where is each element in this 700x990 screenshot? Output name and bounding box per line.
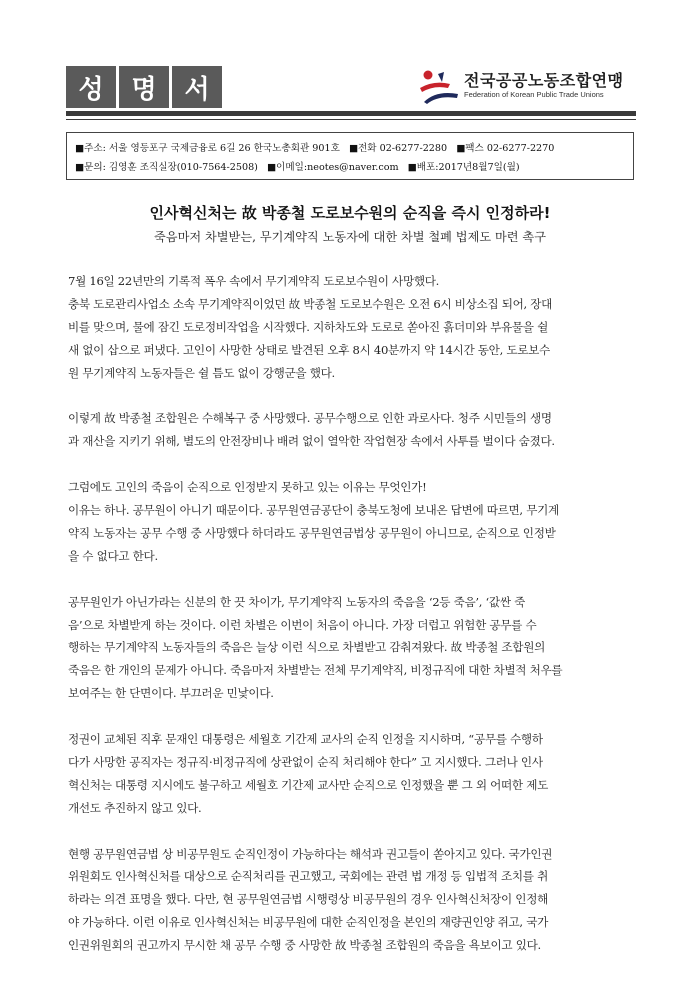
body-line: 이렇게 故 박종철 조합원은 수해복구 중 사망했다. 공무수행으로 인한 과로사다. 청주 시민들의 생명	[68, 411, 552, 426]
header-divider	[66, 111, 636, 116]
title-char: 성	[66, 66, 116, 108]
body-line: 하라는 의견 표명을 했다. 다만, 현 공무원연금법 시행령상 비공무원의 경우 인사혁신처장이 인정해	[68, 892, 548, 907]
header	[66, 66, 636, 108]
body-line: 과 재산을 지키기 위해, 별도의 안전장비나 배려 없이 열악한 작업현장 속에서 사투를 벌이다 숨졌다.	[68, 434, 555, 449]
body-line: 죽음은 한 개인의 문제가 아니다. 죽음마저 차별받는 전체 무기계약직, 비정규직에 대한 차별적 처우를	[68, 663, 563, 678]
paragraph	[68, 591, 634, 706]
body-line: 야 가능하다. 이런 이유로 인사혁신처는 비공무원에 대한 순직인정을 본인의 재량권인양 쥐고, 국가	[68, 915, 548, 930]
document-title	[66, 66, 225, 108]
body-line: 비를 맞으며, 물에 잠긴 도로정비작업을 시작했다. 지하차도와 도로로 쏟아진 흙더미와 부유물을 쉴	[68, 319, 548, 334]
org-name-english: Federation of Korean Public Trade Unions	[464, 90, 604, 99]
headline: 인사혁신처는 故 박종철 도로보수원의 순직을 즉시 인정하라!	[149, 204, 551, 222]
body-line: 음’으로 차별받게 하는 것이다. 이런 차별은 이번이 처음이 아니다. 가장 더럽고 위험한 공무를 수	[68, 617, 537, 632]
body-line: 새 없이 삽으로 퍼냈다. 고인이 사망한 상태로 발견된 오후 8시 40분까지 약 14시간 동안, 도로보수	[68, 342, 550, 357]
org-name-korean: 전국공공노동조합연맹	[464, 71, 624, 90]
body-line: 공무원인가 아닌가라는 신분의 한 끗 차이가, 무기계약직 노동자의 죽음을 ‘2등 죽음’, ‘값싼 죽	[68, 594, 526, 609]
body-line: 인권위원회의 권고까지 무시한 채 공무 수행 중 사망한 故 박종철 조합원의 죽음을 욕보이고 있다.	[68, 938, 541, 953]
fax-text: ■팩스 02-6277-2270	[456, 143, 555, 154]
contact-info-box	[66, 132, 634, 180]
paragraph	[68, 476, 634, 568]
subheadline: 죽음마저 차별받는, 무기계약직 노동자에 대한 차별 철폐 법제도 마련 촉구	[154, 230, 546, 244]
body-line: 약직 노동자는 공무 수행 중 사망했다 하더라도 공무원연금법상 공무원이 아니므로, 순직으로 인정받	[68, 525, 556, 540]
address-text: ■주소: 서울 영등포구 국제금융로 6길 26 한국노총회관 901호	[75, 143, 340, 154]
header-divider-thin	[66, 119, 636, 120]
email-text: ■이메일:neotes@naver.com	[266, 162, 399, 173]
body-line: 충북 도로관리사업소 소속 무기계약직이었던 故 박종철 도로보수원은 오전 6시 비상소집 되어, 장대	[68, 296, 553, 311]
phone-text: ■전화 02-6277-2280	[348, 143, 448, 154]
paragraph	[68, 270, 634, 385]
body-line: 현행 공무원연금법 상 비공무원도 순직인정이 가능하다는 해석과 권고들이 쏟아지고 있다. 국가인권	[68, 846, 553, 861]
body-line: 원 무기계약직 노동자들은 쉴 틈도 없이 강행군을 했다.	[68, 365, 335, 380]
body-text	[68, 270, 634, 980]
union-logo	[406, 66, 636, 108]
release-date-text: ■배포:2017년8월7일(월)	[407, 162, 520, 173]
paragraph	[68, 407, 634, 453]
body-line: 정권이 교체된 직후 문재인 대통령은 세월호 기간제 교사의 순직 인정을 지시하며, “공무를 수행하	[68, 732, 543, 747]
info-line-2	[75, 159, 526, 173]
title-char: 서	[172, 66, 222, 108]
paragraph	[68, 843, 634, 958]
body-line: 그럼에도 고인의 죽음이 순직으로 인정받지 못하고 있는 이유는 무엇인가!	[68, 480, 427, 495]
paragraph	[68, 728, 634, 820]
title-char: 명	[119, 66, 169, 108]
body-line: 개선도 추진하지 않고 있다.	[68, 800, 202, 815]
body-line: 7월 16일 22년만의 기록적 폭우 속에서 무기계약직 도로보수원이 사망했다.	[68, 274, 440, 288]
body-line: 다가 사망한 공직자는 정규직·비정규직에 상관없이 순직 처리해야 한다” 고 지시했다. 그러나 인사	[68, 754, 543, 769]
body-line: 을 수 없다고 한다.	[68, 548, 158, 563]
contact-person-text: ■문의: 김영훈 조직실장(010-7564-2508)	[75, 162, 258, 173]
body-line: 보여주는 한 단면이다. 부끄러운 민낯이다.	[68, 686, 274, 701]
body-line: 행하는 무기계약직 노동자들의 죽음은 늘상 이런 식으로 차별받고 감춰져왔다. 故 박종철 조합원의	[68, 640, 546, 655]
body-line: 위원회도 인사혁신처를 대상으로 순직처리를 권고했고, 국회에는 관련 법 개정 등 입법적 조치를 취	[68, 869, 548, 884]
body-line: 혁신처는 대통령 지시에도 불구하고 세월호 기간제 교사만 순직으로 인정했을 뿐 그 외 어떠한 제도	[68, 777, 548, 792]
info-line-1	[75, 140, 560, 154]
union-emblem-icon	[414, 68, 462, 106]
body-line: 이유는 하나. 공무원이 아니기 때문이다. 공무원연금공단이 충북도청에 보내온 답변에 따르면, 무기계	[68, 503, 559, 518]
